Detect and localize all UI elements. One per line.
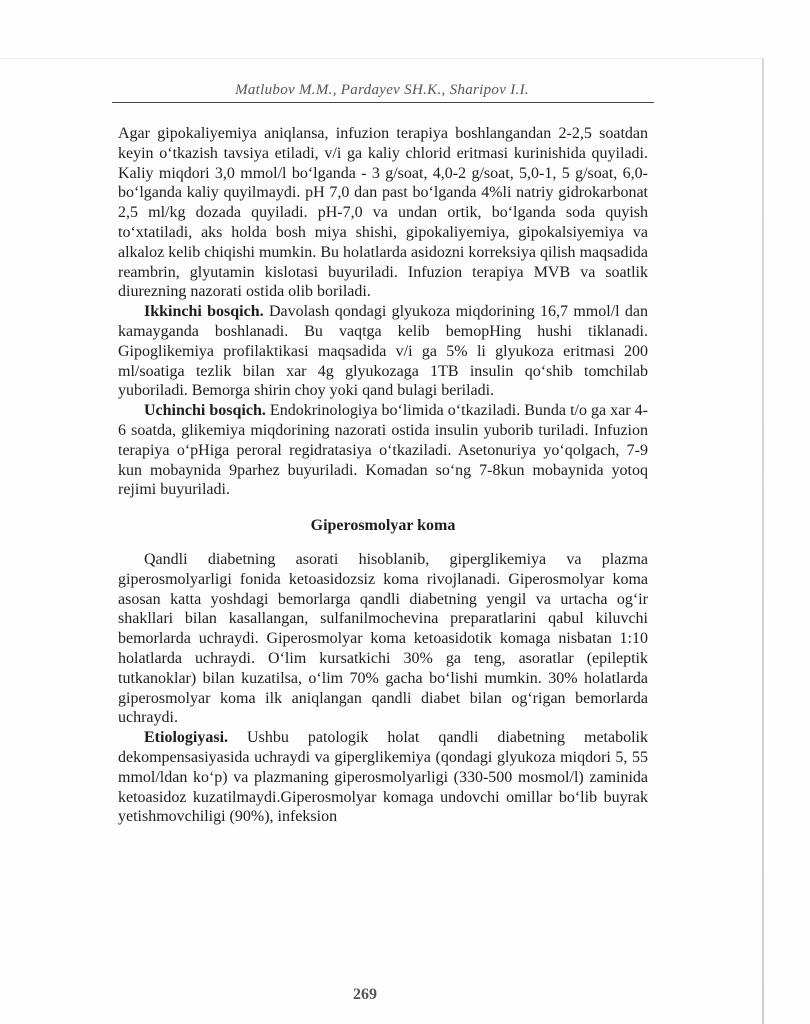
page-body [118,124,648,827]
second-stage-text: Davolash qondagi glyukoza miqdorining 16,7 mmol/l dan kamayganda boshlanadi. Bu vaqtga kelib bemopHing hushi tiklanadi. Gipoglikemiya profilaktikasi maqsadida v/i ga 5% li glyukoza eritmasi 200 ml/soatiga tezlik bilan xar 4g glyukozaga 1TB insulin qo‘shib tomchilab yuboriladi. Bemorga shirin choy yoki qand bulagi beriladi. [118,303,649,400]
second-stage-heading: Ikkinchi bosqich. [144,303,264,321]
third-stage-text: Endokrinologiya bo‘limida o‘tkaziladi. Bunda t/o ga xar 4-6 soatda, glikemiya miqdorining nazorati ostida insulin yuborib turiladi. Infuzion terapiya o‘pHiga peroral regidratasiya o‘tkaziladi. Asetonuriya yo‘qolgach, 7-9 kun mobaynida 9parhez buyuriladi. Komadan so‘ng 7-8kun mobaynida yotoq rejimi buyuriladi. [118,402,649,499]
running-head: Matlubov M.M., Pardayev SH.K., Sharipov I.I. [235,82,529,98]
header-rule [112,102,654,103]
etiology-text: Ushbu patologik holat qandli diabetning metabolik dekompensasiyasida uchraydi va giperglikemiya (qondagi glyukoza miqdori 5, 55 mmol/ldan ko‘p) va plazmaning giperosmolyarligi (330-500 mosmol/l) zaminida ketoasidoz kuzatilmaydi.Giperosmolyar komaga undovchi omillar bo‘lib buyrak yetishmovchiligi (90%), infeksion [118,729,648,826]
paragraph-etiology [118,728,648,827]
third-stage-heading: Uchinchi bosqich. [144,402,266,420]
paragraph-second-stage [118,302,648,401]
section-title: Giperosmolyar koma [310,517,456,535]
page-edge-top [0,58,764,59]
paragraph-giperosmolyar-intro: Qandli diabetning asorati hisoblanib, giperglikemiya va plazma giperosmolyarligi fonida ketoasidozsiz koma rivojlanadi. Giperosmolyar koma asosan katta yoshdagi bemorlarga qandli diabetning yengil va urtacha og‘ir shakllari bilan kasallangan, sulfanilmochevina preparatlarini qabul kiluvchi bemorlarda uchraydi. Giperosmolyar koma ketoasidotik komaga nisbatan 1:10 holatlarda uchraydi. O‘lim kursatkichi 30% ga teng, asoratlar (epileptik tutkanoklar) bilan kuzatilsa, o‘lim 70% gacha bo‘lishi mumkin. 30% holatlarda giperosmolyar koma ilk aniqlangan qandli diabet bilan og‘rigan bemorlarda uchraydi. [118,550,648,727]
page-number: 269 [353,986,377,1003]
paragraph-third-stage [118,401,648,500]
paragraph-gipokaliyemiya: Agar gipokaliyemiya aniqlansa, infuzion terapiya boshlangandan 2-2,5 soatdan keyin o‘tkazish tavsiya etiladi, v/i ga kaliy chlorid eritmasi kurinishida quyiladi. Kaliy miqdori 3,0 mmol/l bo‘lganda - 3 g/soat, 4,0-2 g/soat, 5,0-1, 5 g/soat, 6,0-bo‘lganda kaliy quyilmaydi. pH 7,0 dan past bo‘lganda 4%li natriy gidrokarbonat 2,5 ml/kg dozada quyiladi. pH-7,0 va undan ortik, bo‘lganda soda quyish to‘xtatiladi, aks holda bosh miya shishi, gipokaliyemiya, gipokalsiyemiya va alkaloz kelib chiqishi mumkin. Bu holatlarda asidozni korreksiya qilish maqsadida reambrin, glyutamin kislotasi buyuriladi. Infuzion terapiya MVB va soatlik diurezning nazorati ostida olib boriladi. [118,125,648,301]
etiology-heading: Etiologiyasi. [144,729,229,747]
page-edge-right [762,58,764,1024]
